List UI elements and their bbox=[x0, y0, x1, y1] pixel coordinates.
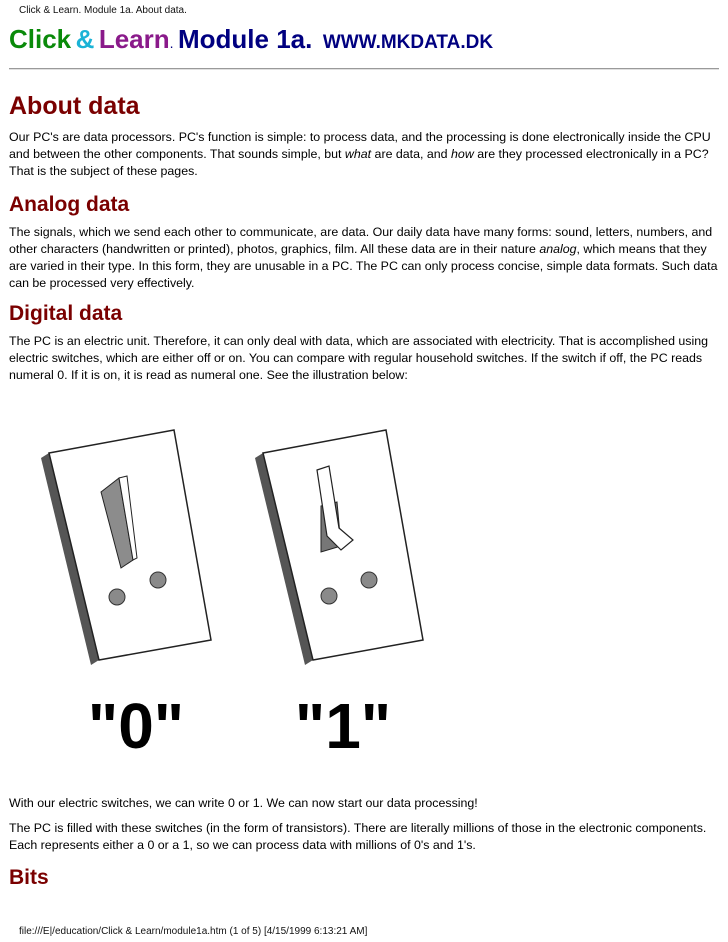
horizontal-rule bbox=[9, 68, 719, 70]
title-click: Click bbox=[9, 24, 72, 54]
text-run-italic: analog bbox=[539, 242, 577, 256]
heading-digital-data: Digital data bbox=[9, 302, 123, 325]
title-dot: . bbox=[169, 35, 174, 51]
switch-on-screw-left bbox=[321, 588, 337, 604]
digital-data-paragraph: The PC is an electric unit. Therefore, it can only deal with data, which are associated with electricity. That is accomplished using electric switches, which are either off or on. You can compare with regular household switches. If the switch if off, the PC reads numeral 0. If it is on, it is read as numeral one. See the illustration below: bbox=[9, 334, 709, 382]
switch-off-screw-left bbox=[109, 589, 125, 605]
title-ampersand: & bbox=[75, 24, 95, 54]
text-run: , which means that they are varied in their type. In this form, they are unusable in a PC. The PC can only process concise, simple data formats. Such data can be processed very effectively. bbox=[9, 242, 718, 290]
title-learn: Learn bbox=[98, 24, 170, 54]
about-data-paragraph bbox=[9, 129, 721, 180]
text-run: are data, and bbox=[371, 147, 452, 161]
switch-off-label: "0" bbox=[87, 690, 185, 762]
heading-about-data: About data bbox=[9, 92, 140, 120]
digital-data-paragraph-2: With our electric switches, we can write 0 or 1. We can now start our data processing! bbox=[9, 796, 478, 810]
text-run: The signals, which we send each other to communicate, are data. Our daily data have many forms: sound, letters, numbers, and other characters (handwritten or printed), photos, graphics, film. All these data are in their nature bbox=[9, 225, 713, 256]
page-header: Click & Learn. Module 1a. About data. bbox=[19, 5, 187, 16]
page-footer: file:///E|/education/Click & Learn/module1a.htm (1 of 5) [4/15/1999 6:13:21 AM] bbox=[19, 926, 368, 937]
text-run: Our PC's are data processors. PC's function is simple: to process data, and the processing is done electronically inside the CPU and between the other components. That sounds simple, but bbox=[9, 130, 711, 161]
analog-data-paragraph bbox=[9, 224, 721, 292]
site-title bbox=[9, 24, 493, 55]
title-url: WWW.MKDATA.DK bbox=[322, 32, 494, 53]
digital-data-paragraph-3: The PC is filled with these switches (in the form of transistors). There are literally millions of those in the electronic components. Each represents either a 0 or a 1, so we can process data with millions of 0's and 1's. bbox=[9, 821, 707, 852]
switch-off-screw-right bbox=[150, 572, 166, 588]
switch-on-screw-right bbox=[361, 572, 377, 588]
switch-illustration-svg bbox=[9, 410, 461, 766]
title-module: Module 1a. bbox=[178, 24, 313, 54]
switch-illustration bbox=[9, 410, 461, 766]
text-run-italic: how bbox=[451, 147, 474, 161]
heading-analog-data: Analog data bbox=[9, 193, 130, 216]
text-run: are they processed electronically in a PC? That is the subject of these pages. bbox=[9, 147, 709, 178]
text-run-italic: what bbox=[344, 147, 372, 161]
heading-bits: Bits bbox=[9, 866, 49, 889]
switch-on-label: "1" bbox=[294, 690, 392, 762]
